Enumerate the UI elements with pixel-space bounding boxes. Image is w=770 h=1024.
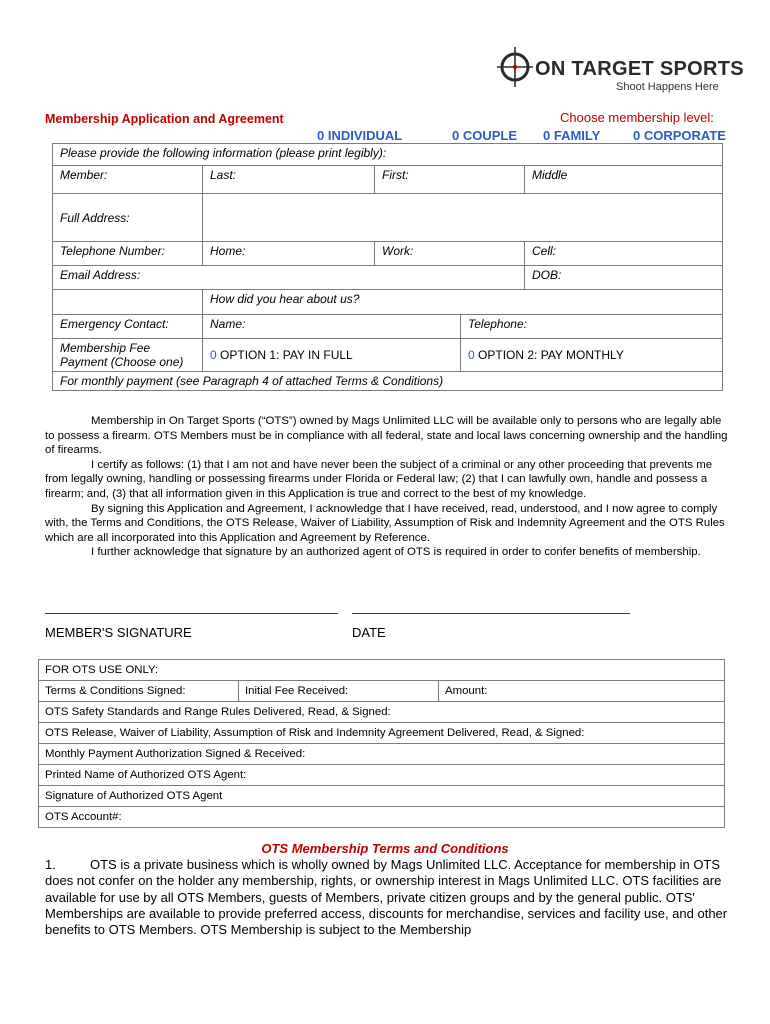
member-label: Member:	[53, 166, 203, 194]
blank-cell	[53, 290, 203, 315]
level-corporate-option[interactable]: 0 CORPORATE	[633, 128, 726, 143]
member-info-table	[52, 143, 723, 391]
first-name-field[interactable]: First:	[375, 166, 525, 194]
membership-level-label: Choose membership level:	[560, 110, 714, 125]
ots-account-field[interactable]: OTS Account#:	[39, 807, 725, 828]
date-label: DATE	[352, 625, 386, 640]
logo-brand-name: ON TARGET SPORTS	[535, 58, 744, 80]
level-individual-option[interactable]: 0 INDIVIDUAL	[317, 128, 403, 143]
agent-signature-field[interactable]: Signature of Authorized OTS Agent	[39, 786, 725, 807]
date-line[interactable]	[352, 612, 630, 614]
agreement-text	[45, 414, 728, 560]
option-pay-monthly[interactable]	[461, 339, 723, 372]
terms-item-1	[45, 857, 735, 938]
option2-checkbox[interactable]: 0	[468, 348, 475, 362]
monthly-payment-note: For monthly payment (see Paragraph 4 of attached Terms & Conditions)	[53, 372, 723, 391]
fee-payment-label: Membership Fee Payment (Choose one)	[53, 339, 203, 372]
member-signature-label: MEMBER'S SIGNATURE	[45, 625, 192, 640]
option1-label: OPTION 1: PAY IN FULL	[216, 348, 353, 362]
amount-field[interactable]: Amount:	[439, 681, 725, 702]
terms-title: OTS Membership Terms and Conditions	[261, 841, 509, 856]
agreement-paragraph-1: Membership in On Target Sports (“OTS”) owned by Mags Unlimited LLC will be available only to persons who are legally able to possess a firearm. OTS Members must be in compliance with all federal, state and local laws concerning ownership and the handling of firearms.	[45, 415, 728, 457]
home-phone-field[interactable]: Home:	[203, 242, 375, 266]
monthly-authorization-field[interactable]: Monthly Payment Authorization Signed & Received:	[39, 744, 725, 765]
email-field[interactable]: Email Address:	[53, 266, 525, 290]
crosshair-icon	[495, 45, 535, 89]
agreement-paragraph-2: I certify as follows: (1) that I am not and have never been the subject of a criminal or any other proceeding that prevents me from legally owning, handling or possessing firearms under Florida or Federal law; (2) that I can lawfully own, handle and possess a firearm; and, (3) that all information given in this Application is true and correct to the best of my knowledge.	[45, 458, 713, 500]
emergency-name-field[interactable]: Name:	[203, 315, 461, 339]
instruction-text: Please provide the following information (please print legibly):	[53, 144, 723, 166]
terms-signed-field[interactable]: Terms & Conditions Signed:	[39, 681, 239, 702]
terms-item-text: OTS is a private business which is wholly owned by Mags Unlimited LLC. Acceptance for membership in OTS does not confer on the holder any membership, rights, or ownership interest in Mags Unlimited LLC. OTS facilities are available for use by all OTS Members, guests of Members, private citizen groups and by the general public. OTS' Memberships are available to provide preferred access, discounts for merchandise, services and facility use, and other benefits to OTS Members. OTS Membership is subject to the Membership	[45, 857, 728, 938]
ots-use-header: FOR OTS USE ONLY:	[39, 660, 725, 681]
ots-use-table	[38, 659, 725, 828]
dob-field[interactable]: DOB:	[525, 266, 723, 290]
agreement-paragraph-4: I further acknowledge that signature by an authorized agent of OTS is required in order to confer benefits of membership.	[91, 546, 701, 559]
terms-item-number: 1.	[45, 857, 56, 872]
company-logo	[495, 45, 744, 97]
full-address-label: Full Address:	[53, 194, 203, 242]
agreement-paragraph-3: By signing this Application and Agreement, I acknowledge that I have received, read, understood, and I now agree to comply with, the Terms and Conditions, the OTS Release, Waiver of Liability, Assumption of Risk and Indemnity Agreement and the OTS Rules which are all incorporated into this Application and Agreement by Reference.	[45, 502, 725, 544]
emergency-telephone-field[interactable]: Telephone:	[461, 315, 723, 339]
emergency-contact-label: Emergency Contact:	[53, 315, 203, 339]
form-title: Membership Application and Agreement	[45, 112, 284, 126]
last-name-field[interactable]: Last:	[203, 166, 375, 194]
level-couple-option[interactable]: 0 COUPLE	[452, 128, 518, 143]
safety-standards-field[interactable]: OTS Safety Standards and Range Rules Delivered, Read, & Signed:	[39, 702, 725, 723]
logo-tagline: Shoot Happens Here	[616, 81, 719, 93]
cell-phone-field[interactable]: Cell:	[525, 242, 723, 266]
option1-checkbox[interactable]: 0	[210, 348, 217, 362]
how-hear-field[interactable]: How did you hear about us?	[203, 290, 723, 315]
work-phone-field[interactable]: Work:	[375, 242, 525, 266]
level-family-option[interactable]: 0 FAMILY	[543, 128, 601, 143]
option2-label: OPTION 2: PAY MONTHLY	[474, 348, 624, 362]
member-signature-line[interactable]	[45, 612, 338, 614]
middle-name-field[interactable]: Middle	[525, 166, 723, 194]
agent-printed-name-field[interactable]: Printed Name of Authorized OTS Agent:	[39, 765, 725, 786]
telephone-number-label: Telephone Number:	[53, 242, 203, 266]
initial-fee-field[interactable]: Initial Fee Received:	[239, 681, 439, 702]
release-waiver-field[interactable]: OTS Release, Waiver of Liability, Assumption of Risk and Indemnity Agreement Delivered, Read, & Signed:	[39, 723, 725, 744]
full-address-field[interactable]	[203, 194, 723, 242]
option-pay-in-full[interactable]	[203, 339, 461, 372]
